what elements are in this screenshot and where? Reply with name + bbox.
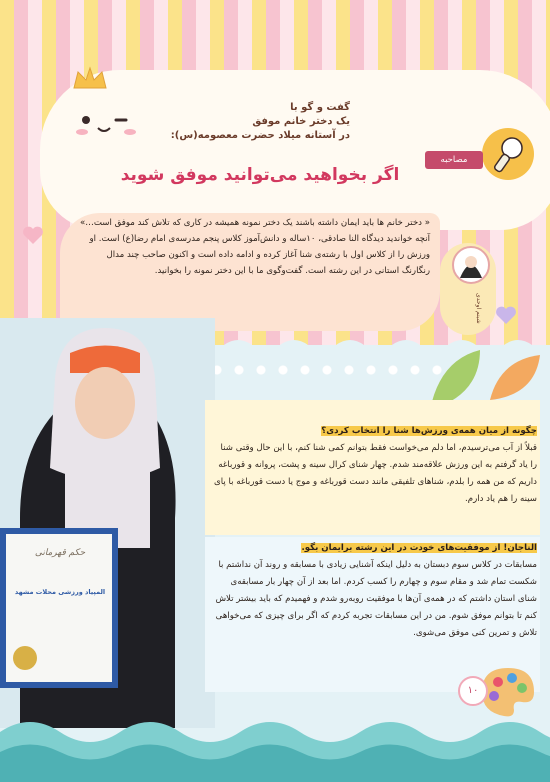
microphone-icon	[482, 128, 534, 180]
quote-text-1: « دختر خانم ها باید ایمان داشته باشند یک دختر نمونه همیشه در کاری که تلاش کند موفق است…»	[79, 218, 430, 228]
bottom-wave	[0, 712, 550, 782]
intro-line-2: یک دختر خانم موفق	[252, 116, 350, 127]
certificate-line: المپیاد ورزشی محلات مشهد	[14, 588, 106, 596]
answer-2: مسابقات در کلاس سوم دبستان به دلیل اینکه آشنایی زیادی با مسابقه و روند آن نداشتم با شکست تمام شد و مقام سوم و چهارم را کسب کردم. اما بعد از آن چهار بار مسابقه‌ی شنای استان داشتم که در همه‌ی آن‌ها با موفقیت روبه‌رو شدم و فهمیدم که باید بیشتر تلاش کنم تا بتوانم موفق شوم. من در این مسابقات تجربه کردم که اگر برای چیزی که می‌خواهی تلاش و تمرین کنی موفق می‌شوی.	[215, 560, 537, 638]
reporter-name: شبنم اوحدی	[475, 292, 482, 324]
interview-intro	[150, 101, 350, 143]
heart-icon	[22, 225, 44, 245]
certificate-heading: حکم قهرمانی	[34, 548, 86, 558]
intro-line-3: در آستانه میلاد حضرت معصومه(س):	[170, 130, 350, 141]
qa-section-2	[212, 540, 537, 642]
answer-1: قبلاً از آب می‌ترسیدم، اما دلم می‌خواست فقط بتوانم کمی شنا کنم، با این حال وقتی شنا را یاد گرفتم به این ورزش علاقه‌مند شدم. چهار شنای کرال سینه و پشت، پروانه و قورباغه داریم که من همه را بلدم، شناهای تلفیقی مانند دست قورباغه و موج یا دست قورباغه با پای سینه را هم یاد دارم.	[214, 443, 537, 504]
page-number: ۱۰	[458, 676, 488, 706]
student-photo	[0, 318, 215, 728]
interview-badge: مصاحبه	[425, 151, 483, 169]
quote-text-2: آنچه خواندید دیدگاه النا صادقی، ۱۰ساله و دانش‌آموز کلاس پنجم مدرسه‌ی امام رضا(ع) است. او ورزش را از کلاس اول با رشته‌ی شنا آغاز کرده و ادامه داده است و اکنون صاحب چند مدال رنگارنگ استانی در این رشته است. گفت‌وگوی ما با این دختر نمونه را بخوانید.	[89, 234, 430, 276]
qa-section-1	[212, 423, 537, 508]
crown-icon	[72, 66, 108, 92]
article-title: اگر بخواهید می‌توانید موفق شوید	[120, 165, 400, 185]
heart-icon	[495, 305, 517, 325]
question-2: الناجان! از موفقیت‌های خودت در این رشته برایمان بگو.	[301, 543, 537, 553]
question-1: چگونه از میان همه‌ی ورزش‌ها شنا را انتخاب کردی؟	[321, 426, 537, 436]
intro-quote	[80, 215, 430, 279]
intro-line-1: گفت و گو با	[290, 102, 350, 113]
reporter-avatar	[452, 246, 490, 284]
cloud-face-icon	[72, 104, 142, 144]
